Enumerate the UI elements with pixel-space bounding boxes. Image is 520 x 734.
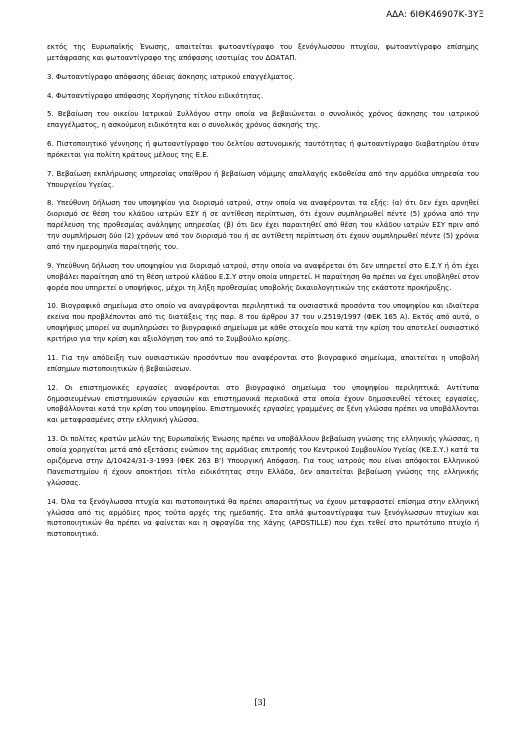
paragraph-5: 5. Βεβαίωση του οικείου Ιατρικού Συλλόγου στην οποία να βεβαιώνεται ο συνολικός χρόνος άσκησης του ιατρικού επαγγέλματος, η ασκούμενη ειδικότητα και ο συνολικός χρόνος άσκησής της. [47,110,479,130]
paragraph-9: 9. Υπεύθυνη δήλωση του υποψηφίου για διορισμό ιατρού, στην οποία να αναφέρεται ότι δεν υπηρετεί στο Ε.Σ.Υ ή ότι έχει υποβάλει παραίτηση από τη θέση ιατρού κλάδου Ε.Σ.Υ στην οποία υπηρετεί. Η παραίτηση θα πρέπει να έχει υποβληθεί στον φορέα που υπηρετεί ο υποψήφιος, μέχρι τη λήξη προθεσμίας υποβολής δικαιολογητικών της εκάστοτε προκήρυξης. [47,261,480,292]
paragraph-11: 11. Για την απόδειξη των ουσιαστικών προσόντων που αναφέρονται στο βιογραφικό σημείωμα, απαιτείται η υποβολή επίσημων πιστοποιητικών ή βεβαιώσεων. [47,353,479,373]
ada-identifier: ΑΔΑ: 6ΙΘΚ46907Κ-3ΥΞ [386,10,484,20]
paragraph-10: 10. Βιογραφικό σημείωμα στο οποίο να αναγράφονται περιληπτικά τα ουσιαστικά προσόντα του υποψηφίου και ιδιαίτερα εκείνα που προβλέπονται από τις διατάξεις της παρ. 8 του άρθρου 37 του ν.2519/1997 (ΦΕΚ 165 Α). Εκτός από αυτά, ο υποψήφιος μπορεί να συμπληρώσει το βιογραφικό σημείωμα με κάθε στοιχείο που κατά την κρίση του αποτελεί ουσιαστικό κριτήριο για την κρίση και αξιολόγηση του από το Συμβούλιο κρίσης. [47,302,479,344]
paragraph-13: 13. Οι πολίτες κρατών μελών της Ευρωπαϊκής Ένωσης πρέπει να υποβάλλουν βεβαίωση γνώσης της ελληνικής γλώσσας, η οποία χορηγείται μετά από εξετάσεις ενώπιον της αρμόδιας επιτροπής του Κεντρικού Συμβουλίου Υγείας (ΚΕ.Σ.Υ.) κατά τα οριζόμενα στην Δ/10424/31-3-1993 (ΦΕΚ 263 Β') Υπουργική Απόφαση. Για τους ιατρούς που είναι απόφοιτοι Ελληνικού Πανεπιστημίου ή έχουν αποκτήσει τίτλο ειδικότητας στην Ελλάδα, δεν απαιτείται βεβαίωση γνώσης της ελληνικής γλώσσας. [47,435,479,487]
paragraph-8: 8. Υπεύθυνη δήλωση του υποψηφίου για διορισμό ιατρού, στην οποία να αναφέρονται τα εξής: (α) ότι δεν έχει αρνηθεί διορισμό σε θέση του κλάδου ιατρών ΕΣΥ ή σε αντίθεση περίπτωση, ότι έχουν συμπληρωθεί πέντε (5) χρόνια από την παρέλευση της προθεσμίας ανάληψης υπηρεσίας (β) ότι δεν έχει παραιτηθεί από θέση του κλάδου ιατρών ΕΣΥ πριν από την συμπλήρωση δύο (2) χρόνων από τον διορισμό του ή σε αντίθετη περίπτωση ότι έχουν συμπληρωθεί πέντε (5) χρόνια από την ημερομηνία παραίτησής του. [47,199,479,252]
paragraph-2-continued: εκτός της Ευρωπαϊκής Ένωσης, απαιτείται φωτοαντίγραφο του ξενόγλωσσου πτυχίου, φωτοαντίγραφο επίσημης μετάφρασης και φωτοαντίγραφο της απόφασης ισοτιμίας του ΔΟΑΤΑΠ. [47,43,479,62]
document-body [47,42,479,548]
paragraph-14: 14. Όλα τα ξενόγλωσσα πτυχία και πιστοποιητικά θα πρέπει απαραιτήτως να έχουν μεταφραστεί επίσημα στην ελληνική γλώσσα από τις αρμόδιες προς τούτο αρχές της ημεδαπής. Στα απλά φωτοαντίγραφα των ξενόγλωσσων πτυχίων και πιστοποιητικών θα πρέπει να φαίνεται και η σφραγίδα της Χάγης (APOSTILLE) που έχει τεθεί στο πρωτότυπο πτυχίο ή πιστοποιητικό. [47,497,479,539]
paragraph-12: 12. Οι επιστημονικές εργασίες αναφέρονται στο βιογραφικό σημείωμα του υποψηφίου περιληπτικά. Αντίτυπα δημοσιευμένων επιστημονικών εργασιών και επιστημονικά περιοδικά στα οποία έχουν δημοσιευθεί τέτοιες εργασίες, υποβάλλονται κατά την κρίση του υποψηφίου. Επιστημονικές εργασίες γραμμένες σε ξένη γλώσσα πρέπει να υποβάλλονται και μεταφρασμένες στην ελληνική γλώσσα. [47,383,479,425]
paragraph-4: 4. Φωτοαντίγραφο απόφασης Χορήγησης τίτλου ειδικότητας. [47,91,264,100]
paragraph-6: 6. Πιστοποιητικό γέννησης ή φωτοαντίγραφο του δελτίου αστυνομικής ταυτότητας ή φωτοαντίγραφο διαβατηρίου όταν πρόκειται για πολίτη κράτους μέλους της Ε.Ε. [47,140,479,159]
paragraph-3: 3. Φωτοαντίγραφο απόφασης άδειας άσκησης ιατρικού επαγγέλματος. [47,72,295,81]
paragraph-7: 7. Βεβαίωση εκπλήρωσης υπηρεσίας υπαίθρου ή βεβαίωση νόμιμης απαλλαγής εκδοθείσα από την αρμόδια υπηρεσία του Υπουργείου Υγείας. [47,169,479,189]
page-number: [3] [254,698,266,707]
